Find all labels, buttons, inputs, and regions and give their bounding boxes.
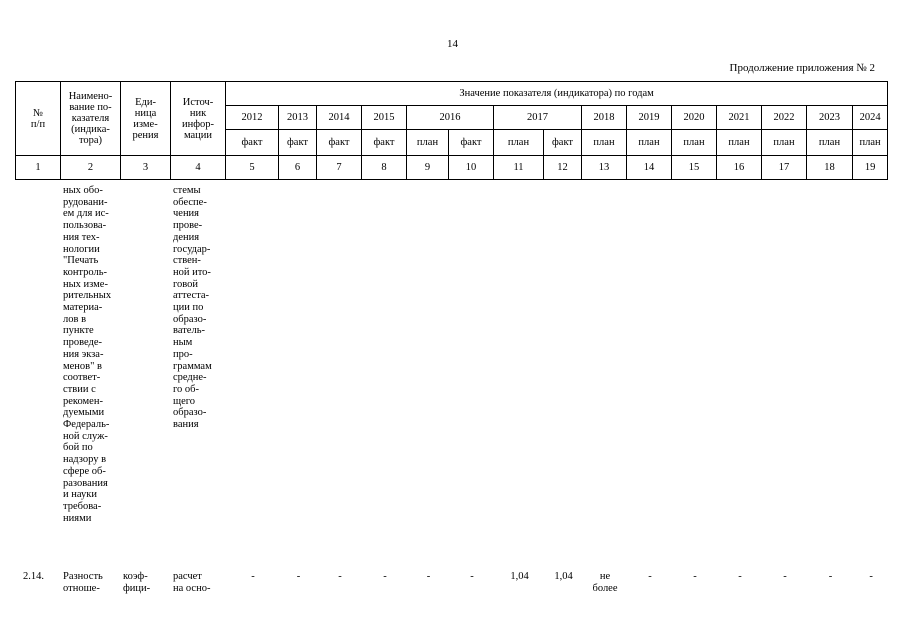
indicator-value: -: [783, 571, 787, 582]
column-number: 9: [407, 156, 449, 180]
column-number: 10: [449, 156, 494, 180]
header-year: 2024: [853, 106, 888, 130]
header-value-kind: план: [717, 130, 762, 156]
indicator-value: не более: [592, 571, 618, 594]
column-number: 18: [807, 156, 853, 180]
header-value-kind: план: [672, 130, 717, 156]
header-year: 2021: [717, 106, 762, 130]
column-number: 16: [717, 156, 762, 180]
indicator-value: -: [470, 571, 474, 582]
column-number: 2: [61, 156, 121, 180]
column-number: 6: [279, 156, 317, 180]
indicator-value: -: [251, 571, 255, 582]
indicator-value: -: [738, 571, 742, 582]
column-number: 12: [544, 156, 582, 180]
header-value-kind: факт: [317, 130, 362, 156]
column-number: 1: [16, 156, 61, 180]
indicator-value: -: [693, 571, 697, 582]
header-value-kind: факт: [279, 130, 317, 156]
header-year: 2022: [762, 106, 807, 130]
header-year: 2015: [362, 106, 407, 130]
header-value-kind: план: [807, 130, 853, 156]
page-number: 14: [447, 38, 458, 50]
header-num: № п/п: [16, 82, 61, 156]
header-year: 2023: [807, 106, 853, 130]
indicator-value: 1,04: [510, 571, 529, 582]
indicator-table-header: [15, 81, 888, 180]
header-value-kind: факт: [544, 130, 582, 156]
indicator-value: -: [383, 571, 387, 582]
indicator-value: -: [426, 571, 431, 582]
header-year: 2019: [627, 106, 672, 130]
indicator-value: -: [869, 571, 873, 582]
column-number: 14: [627, 156, 672, 180]
indicator-value: 1,04: [554, 571, 573, 582]
column-number: 3: [121, 156, 171, 180]
column-number: 8: [362, 156, 407, 180]
column-number: 15: [672, 156, 717, 180]
column-number: 11: [494, 156, 544, 180]
header-source: Источ- ник инфор- мации: [171, 82, 226, 156]
header-value-kind: план: [407, 130, 449, 156]
header-value-kind: план: [582, 130, 627, 156]
header-value-kind: факт: [449, 130, 494, 156]
indicator-value: -: [648, 571, 652, 582]
header-unit: Еди- ница изме- рения: [121, 82, 171, 156]
indicator-table-body: [15, 185, 887, 594]
header-year: 2017: [494, 106, 582, 130]
header-value-kind: факт: [226, 130, 279, 156]
header-year: 2016: [407, 106, 494, 130]
indicator-value: -: [296, 571, 301, 582]
header-year: 2014: [317, 106, 362, 130]
header-values-title: Значение показателя (индикатора) по годам: [226, 82, 888, 106]
column-number: 5: [226, 156, 279, 180]
header-value-kind: факт: [362, 130, 407, 156]
indicator-value: -: [338, 571, 342, 582]
indicator-value: -: [828, 571, 833, 582]
header-year: 2020: [672, 106, 717, 130]
column-number: 19: [853, 156, 888, 180]
header-value-kind: план: [762, 130, 807, 156]
header-value-kind: план: [853, 130, 888, 156]
column-number: 7: [317, 156, 362, 180]
info-source-continued: стемы обеспе- чения прове- дения государ- ствен- ной ито- говой аттеста- ции по образо- ватель- ным про- граммам средне- го об- щего образо- вания: [173, 185, 212, 431]
header-indicator-name: Наимено- вание по- казателя (индика- тора): [61, 82, 121, 156]
indicator-unit: коэф- фици-: [123, 571, 151, 594]
table-row: [15, 571, 887, 594]
header-year: 2013: [279, 106, 317, 130]
column-number: 4: [171, 156, 226, 180]
info-source: расчет на осно-: [173, 571, 211, 594]
header-year: 2012: [226, 106, 279, 130]
row-number: 2.14.: [23, 571, 44, 582]
header-value-kind: план: [627, 130, 672, 156]
header-value-kind: план: [494, 130, 544, 156]
table-row: [15, 185, 887, 571]
continuation-label: Продолжение приложения № 2: [729, 62, 875, 74]
indicator-name-continued: ных обо- рудовани- ем для ис- пользова- ния тех- нологии "Печать контроль- ных изме- рительных материа- лов в пункте проведе- ния экза- менов" в соответ- ствии с рекомен- дуемыми Федераль- ной служ- бой по надзору в сфере об- разования и науки требова- ниями: [63, 185, 112, 524]
header-year: 2018: [582, 106, 627, 130]
indicator-name: Разность отноше-: [63, 571, 103, 594]
column-number: 13: [582, 156, 627, 180]
column-number: 17: [762, 156, 807, 180]
